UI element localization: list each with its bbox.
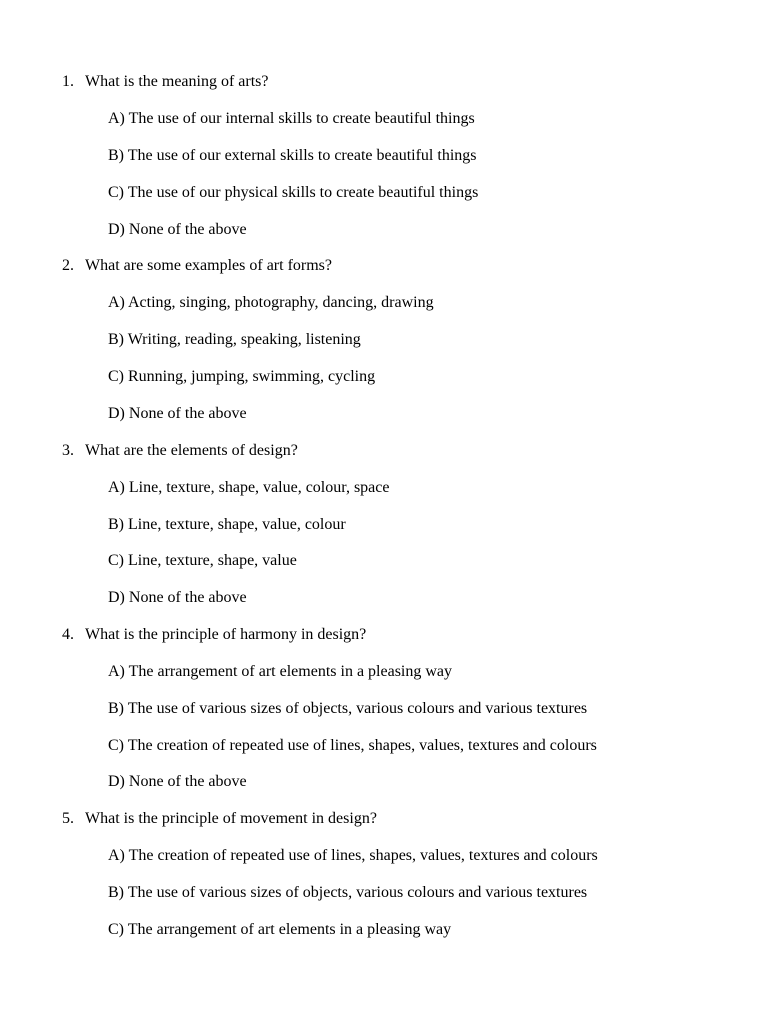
question-1-option-d: D) None of the above (108, 221, 247, 238)
question-3-option-c: C) Line, texture, shape, value (108, 552, 297, 569)
question-5-option-c: C) The arrangement of art elements in a pleasing way (108, 921, 452, 938)
question-2 (62, 256, 332, 276)
question-2-option-d: D) None of the above (108, 405, 247, 422)
question-5-option-b: B) The use of various sizes of objects, various colours and various textures (108, 884, 588, 901)
question-1 (62, 72, 269, 92)
question-3 (62, 441, 298, 461)
question-5 (62, 809, 377, 829)
question-5-option-a: A) The creation of repeated use of lines, shapes, values, textures and colours (108, 847, 598, 864)
question-1-option-a: A) The use of our internal skills to create beautiful things (108, 110, 475, 127)
question-2-option-a: A) Acting, singing, photography, dancing, drawing (108, 294, 434, 311)
question-3-option-d: D) None of the above (108, 589, 247, 606)
question-4-option-d: D) None of the above (108, 773, 247, 790)
question-number: 2. (62, 257, 74, 274)
question-4-option-b: B) The use of various sizes of objects, various colours and various textures (108, 700, 588, 717)
question-3-option-a: A) Line, texture, shape, value, colour, space (108, 479, 390, 496)
question-text: What is the meaning of arts? (85, 73, 269, 90)
question-1-option-b: B) The use of our external skills to create beautiful things (108, 147, 477, 164)
question-2-option-b: B) Writing, reading, speaking, listening (108, 331, 361, 348)
question-text: What are the elements of design? (85, 442, 298, 459)
question-number: 4. (62, 626, 74, 643)
question-number: 5. (62, 810, 74, 827)
question-number: 1. (62, 73, 74, 90)
question-1-option-c: C) The use of our physical skills to create beautiful things (108, 184, 479, 201)
question-4-option-a: A) The arrangement of art elements in a pleasing way (108, 663, 453, 680)
question-text: What are some examples of art forms? (85, 257, 333, 274)
question-4-option-c: C) The creation of repeated use of lines, shapes, values, textures and colours (108, 737, 597, 754)
question-number: 3. (62, 442, 74, 459)
question-text: What is the principle of harmony in design? (85, 626, 367, 643)
question-4 (62, 625, 366, 645)
question-3-option-b: B) Line, texture, shape, value, colour (108, 516, 346, 533)
question-text: What is the principle of movement in design? (85, 810, 377, 827)
question-2-option-c: C) Running, jumping, swimming, cycling (108, 368, 376, 385)
